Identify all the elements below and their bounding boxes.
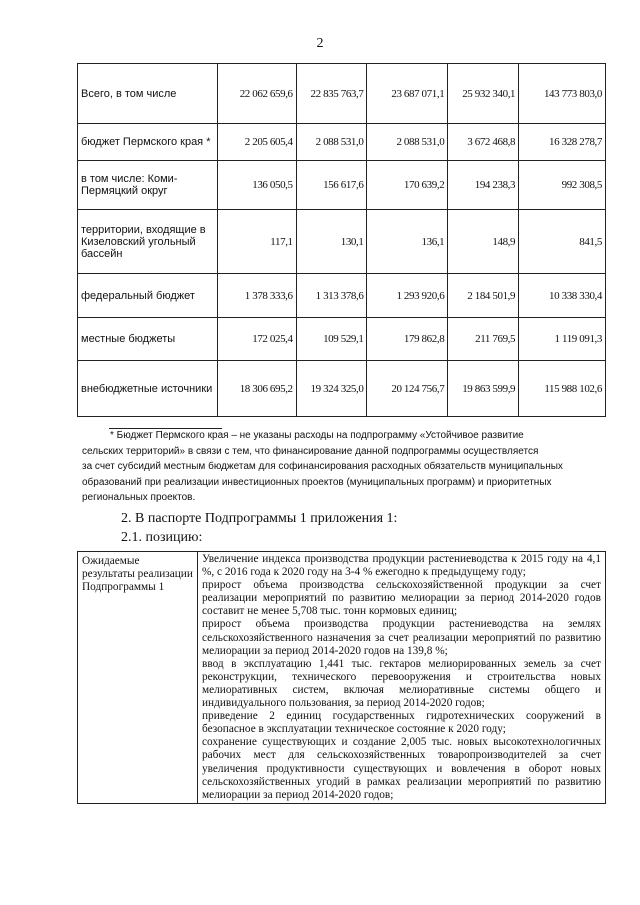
- table-cell: 2 205 605,4: [217, 124, 296, 161]
- table-cell: 211 769,5: [448, 318, 519, 361]
- table-cell: 18 306 695,2: [217, 361, 296, 417]
- table-row: [78, 210, 606, 274]
- table-cell: 22 835 763,7: [296, 64, 367, 124]
- table-cell: 841,5: [519, 210, 606, 274]
- passport-paragraph: ввод в эксплуатацию 1,441 тыс. гектаров мелиорированных земель за счет реконструкции, технического перевооружения и строительства новых мелиоративных систем, включая мелиоративные системы общего и индивидуального пользования, за период 2014-2020 годов;: [202, 657, 601, 710]
- page-number: 2: [316, 36, 324, 51]
- passport-paragraph: приведение 2 единиц государственных гидротехнических сооружений в безопасное в эксплуатации техническое состояние к 2020 году;: [202, 710, 601, 736]
- table-cell: 136,1: [367, 210, 448, 274]
- table-cell: 10 338 330,4: [519, 274, 606, 318]
- table-cell: 2 184 501,9: [448, 274, 519, 318]
- footnote-line: сельских территорий» в связи с тем, что финансирование данной подпрограммы осуществляется: [82, 445, 539, 457]
- table-cell: 22 062 659,6: [217, 64, 296, 124]
- table-cell: 143 773 803,0: [519, 64, 606, 124]
- row-label: федеральный бюджет: [78, 274, 218, 318]
- table-cell: 16 328 278,7: [519, 124, 606, 161]
- footnote-line: за счет субсидий местным бюджетам для софинансирования расходных обязательств муниципальных: [82, 461, 563, 472]
- passport-table: [77, 551, 606, 804]
- table-cell: 1 378 333,6: [217, 274, 296, 318]
- table-cell: 23 687 071,1: [367, 64, 448, 124]
- table-cell: 1 293 920,6: [367, 274, 448, 318]
- row-label: внебюджетные источники: [78, 361, 218, 417]
- footnote-line: региональных проектов.: [82, 492, 196, 503]
- passport-paragraph: прирост объема производства сельскохозяйственной продукции за счет реализации мероприятий по развитию мелиорации за период 2014-2020 годов составит не менее 5,708 тыс. тонн кормовых единиц;: [202, 579, 601, 618]
- table-row: [78, 318, 606, 361]
- table-cell: 25 932 340,1: [448, 64, 519, 124]
- table-cell: 19 324 325,0: [296, 361, 367, 417]
- passport-paragraph: Увеличение индекса производства продукции растениеводства к 2015 году на 4,1 %, с 2016 года к 2020 году на 3-4 % ежегодно к предыдущему году;: [202, 553, 601, 579]
- row-label: в том числе: Коми-Пермяцкий округ: [78, 161, 218, 210]
- table-cell: 130,1: [296, 210, 367, 274]
- table-cell: 148,9: [448, 210, 519, 274]
- table-cell: 992 308,5: [519, 161, 606, 210]
- table-cell: 172 025,4: [217, 318, 296, 361]
- passport-paragraph: прирост объема производства продукции растениеводства на землях сельскохозяйственного назначения за счет реализации мероприятий по развитию мелиорации за период 2014-2020 годов на 139,8 %;: [202, 618, 601, 657]
- table-cell: 2 088 531,0: [367, 124, 448, 161]
- table-row: [78, 64, 606, 124]
- footnote-line: * Бюджет Пермского края – не указаны расходы на подпрограмму «Устойчивое развитие: [110, 430, 524, 441]
- row-label: территории, входящие в Кизеловский угольный бассейн: [78, 210, 218, 274]
- table-cell: 194 238,3: [448, 161, 519, 210]
- table-row: [78, 361, 606, 417]
- subsection-heading: 2.1. позицию:: [121, 530, 203, 545]
- table-cell: 156 617,6: [296, 161, 367, 210]
- table-cell: 115 988 102,6: [519, 361, 606, 417]
- table-cell: 3 672 468,8: [448, 124, 519, 161]
- footnote: [82, 428, 598, 506]
- table-row: [78, 552, 606, 804]
- finance-table: [77, 63, 606, 417]
- table-row: [78, 274, 606, 318]
- passport-text: [198, 552, 606, 804]
- section-heading: 2. В паспорте Подпрограммы 1 приложения 1:: [121, 511, 398, 526]
- passport-paragraph: сохранение существующих и создание 2,005 тыс. новых высокотехнологичных рабочих мест для сельскохозяйственных товаропроизводителей за счет увеличения продуктивности существующих и вовлечения в оборот новых сельскохозяйственных угодий в рамках реализации мероприятий по развитию мелиорации за период 2014-2020 годов;: [202, 736, 601, 801]
- table-cell: 20 124 756,7: [367, 361, 448, 417]
- table-cell: 2 088 531,0: [296, 124, 367, 161]
- table-cell: 1 119 091,3: [519, 318, 606, 361]
- table-cell: 179 862,8: [367, 318, 448, 361]
- table-cell: 136 050,5: [217, 161, 296, 210]
- table-row: [78, 124, 606, 161]
- table-cell: 170 639,2: [367, 161, 448, 210]
- row-label: бюджет Пермского края *: [78, 124, 218, 161]
- footnote-line: образований при реализации инвестиционных проектов (муниципальных программ) и приоритетных: [82, 476, 552, 488]
- table-cell: 109 529,1: [296, 318, 367, 361]
- table-row: [78, 161, 606, 210]
- table-cell: 117,1: [217, 210, 296, 274]
- table-cell: 19 863 599,9: [448, 361, 519, 417]
- passport-label: Ожидаемые результаты реализации Подпрограммы 1: [78, 552, 198, 804]
- table-cell: 1 313 378,6: [296, 274, 367, 318]
- row-label: Всего, в том числе: [78, 64, 218, 124]
- row-label: местные бюджеты: [78, 318, 218, 361]
